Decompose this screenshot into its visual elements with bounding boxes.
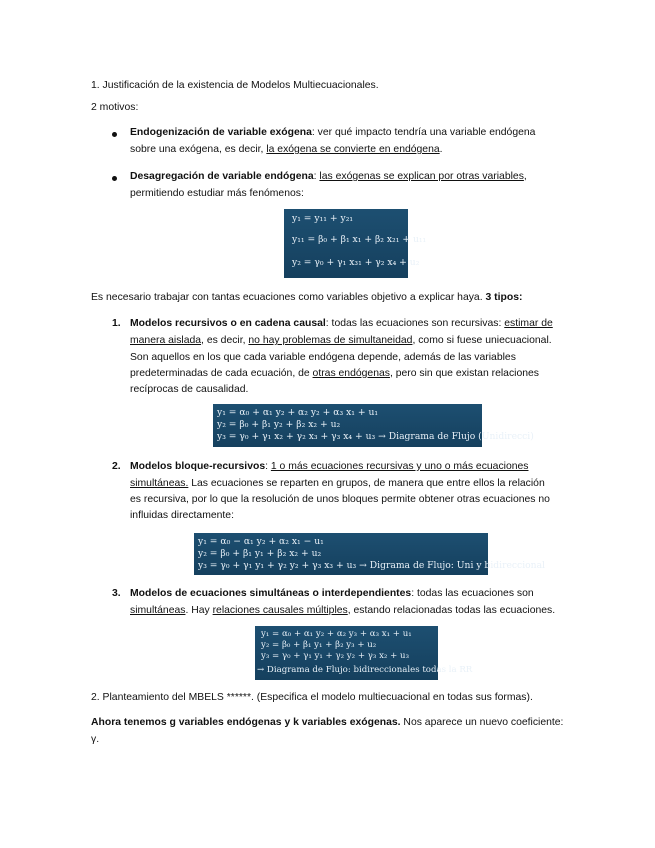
equation-image-2: y₁ = α₀ + α₁ y₂ + α₂ y₂ + α₃ x₁ + u₁ y₂ = β₀ + β₁ y₂ + β₂ x₂ + u₂ y₃ = γ₀ + γ₁ x₂ + γ₂ x₃ + γ₃ x₄ + u₃ → Diagrama de Flujo (Unidirecci): [213, 404, 482, 447]
item1-line4: predeterminadas de cada ecuación, de otras endógenas, pero sin que existan relaciones: [130, 368, 539, 379]
equation-image-4: y₁ = α₀ + α₁ y₂ + α₂ y₃ + α₃ x₁ + u₁ y₂ = β₀ + β₁ y₁ + β₂ y₃ + u₂ y₃ = γ₀ + γ₁ y₁ + γ₂ y₂ + γ₃ x₂ + u₃ → Diagrama de Flujo: bidireccionales todas la RR: [255, 626, 438, 680]
bullet2-line2: permitiendo estudiar más fenómenos:: [130, 188, 304, 199]
section2-text: Ahora tenemos g variables endógenas y k variables exógenas. Nos aparece un nuevo coeficiente:: [91, 717, 564, 728]
item2-line2: simultáneas. Las ecuaciones se reparten en grupos, de manera que entre ellos la relación: [130, 478, 545, 489]
item2-number: 2.: [112, 461, 121, 472]
equation-image-3: y₁ = α₀ − α₁ y₂ + α₂ x₁ − u₁ y₂ = β₀ + β₁ y₁ + β₂ x₂ + u₂ y₃ = γ₀ + γ₁ y₁ + γ₂ y₂ + γ₃ x₃ + u₃ → Digrama de Flujo: Uni y bidireccional: [194, 533, 488, 575]
item2-line1: Modelos bloque-recursivos: 1 o más ecuaciones recursivas y uno o más ecuaciones: [130, 461, 529, 472]
bullet1-line1: Endogenización de variable exógena: ver qué impacto tendría una variable endógena: [130, 127, 536, 138]
item3-line1: Modelos de ecuaciones simultáneas o interdependientes: todas las ecuaciones son: [130, 588, 534, 599]
item1-line2: manera aislada, es decir, no hay problemas de simultaneidad, como si fuese uniecuacional.: [130, 335, 552, 346]
motivos-label: 2 motivos:: [91, 102, 139, 113]
bullet1-line2: sobre una exógena, es decir, la exógena se convierte en endógena.: [130, 144, 443, 155]
item1-line5: recíprocas de causalidad.: [130, 384, 249, 395]
bullet2-line1: Desagregación de variable endógena: las exógenas se explican por otras variables,: [130, 171, 527, 182]
section1-title: 1. Justificación de la existencia de Modelos Multiecuacionales.: [91, 80, 379, 91]
item1-number: 1.: [112, 318, 121, 329]
bullet-dot: [112, 132, 117, 137]
equation-image-1: y₁ = y₁₁ + y₂₁ y₁₁ = β₀ + β₁ x₁ + β₂ x₂₁ + u₁₁ y₂ = γ₀ + γ₁ x₃₁ + γ₂ x₄ + u₂: [284, 209, 408, 278]
bullet-dot: [112, 176, 117, 181]
item2-line3: es recursiva, por lo que la resolución de unos bloques permite obtener otras ecuaciones no: [130, 494, 550, 505]
item3-line2: simultáneas. Hay relaciones causales múltiples, estando relacionadas todas las ecuaciones.: [130, 605, 556, 616]
intro-text: Es necesario trabajar con tantas ecuaciones como variables objetivo a explicar haya. 3 tipos:: [91, 292, 523, 303]
item2-line4: influidas directamente:: [130, 510, 234, 521]
item1-line1: Modelos recursivos o en cadena causal: todas las ecuaciones son recursivas: estimar de: [130, 318, 553, 329]
bullet1-bold: Endogenización de variable exógena: [130, 127, 312, 138]
section2-title: 2. Planteamiento del MBELS ******. (Especifica el modelo multiecuacional en todas sus formas).: [91, 692, 533, 703]
item1-line3: Son aquellos en los que cada variable endógena depende, además de las variables: [130, 352, 516, 363]
item3-number: 3.: [112, 588, 121, 599]
gamma-symbol: γ.: [91, 734, 100, 745]
